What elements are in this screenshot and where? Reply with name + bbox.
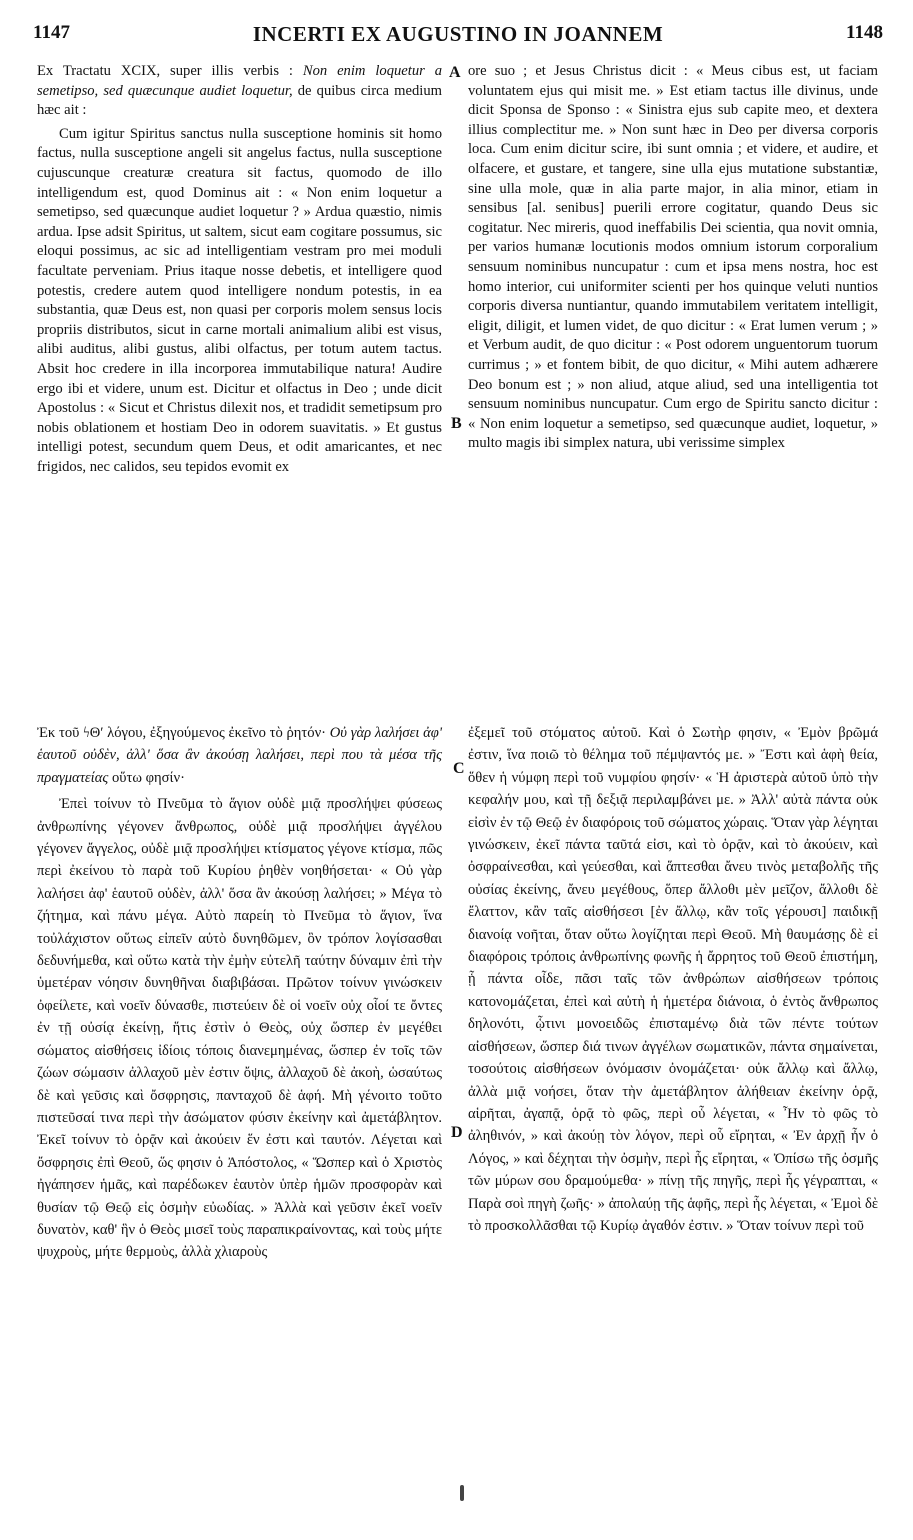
greek-column-right xyxy=(468,722,878,1237)
greek-intro-tail: οὕτω φησίν· xyxy=(108,769,185,786)
margin-marker-b: B xyxy=(451,415,462,432)
margin-marker-c: C xyxy=(453,760,465,777)
greek-paragraph-left: Ἐπεὶ τοίνυν τὸ Πνεῦμα τὸ ἅγιον οὐδὲ μιᾷ προσλήψει φύσεως ἀνθρωπίνης γέγονεν ἄνθρωπος, οὐδὲ μιᾷ προσλήψει ἀγγέλου γέγονεν ἄγγελος, οὐδὲ μιᾷ προσλήψει κτίσματος γέγονε κτίσμα, πῶς περὶ ἐκείνου τὸ παρὰ τοῦ Κυρίου ῥηθὲν νοηθήσεται· « Οὐ γὰρ λαλήσει ἀφ' ἑαυτοῦ οὐδὲν, ἀλλ' ὅσα ἂν ἀκούσῃ λαλήσει; » Μέγα τὸ ζήτημα, καὶ πάνυ μέγα. Αὐτὸ παρείη τὸ Πνεῦμα τὸ ἅγιον, ἵνα τοὐλάχιστον οὕτως εἰπεῖν αὐτὸ δυνηθῶμεν, ὃν τρόπον λογίσασθαι δεδυνήμεθα, καὶ οὕτω κατὰ τὴν ἐμὴν εὐτελῆ ταύτην δύναμιν ἐπὶ τὴν ὑμετέραν νόησιν δυνηθῆναι διαβιβάσαι. Πρῶτον τοίνυν γινώσκειν ὀφείλετε, καὶ νοεῖν δύνασθε, πιστεύειν δὲ οἱ νοεῖν οὐχ οἷοί τε ὄντες ἐν τῇ οὐσίᾳ ἐκείνῃ, ἥτις ἐστὶν ὁ Θεὸς, οὐχ ὥσπερ ἐν μεγέθει σώματος αἰσθήσεις ἰδίοις τόποις διανεμημένας, ὥσπερ ἐν τοῖς τῶν ζώων σώμασιν ἀλλαχοῦ μὲν ἐστιν ὄψις, ἀλλαχοῦ δὲ ἀκοὴ, ὡσαύτως δὲ καὶ γεῦσις καὶ ὄσφρησις, πανταχοῦ δὲ ἁφή. Μὴ γένοιτο τοῦτο πιστεῦσαί τινα περὶ τὴν ἀσώματον φύσιν ἐκείνην καὶ ἀμετάβλητον. Ἐκεῖ τοίνυν τὸ ὁρᾷν καὶ ἀκούειν ἕν ἐστι καὶ ταυτόν. Λέγεται καὶ ὄσφρησις ἐπὶ Θεοῦ, ὥς φησιν ὁ Ἀπόστολος, « Ὥσπερ καὶ ὁ Χριστὸς ἠγάπησεν ἡμᾶς, καὶ παρέδωκεν ἑαυτὸν ὑπὲρ ἡμῶν προσφορὰν καὶ θυσίαν τῷ Θεῷ εἰς ὀσμὴν εὐωδίας. » Ἀλλὰ καὶ γεῦσιν ἐκεῖ νοεῖν δυνατὸν, καθ' ἣν ὁ Θεὸς μισεῖ τοὺς παραπικραίνοντας, καὶ τοὺς μήτε ψυχροὺς, μήτε θερμοὺς, ἀλλὰ χλιαροὺς xyxy=(37,796,442,1261)
latin-paragraph-right: ore suo ; et Jesus Christus dicit : « Meus cibus est, ut faciam voluntatem ejus qui misit me. » Est etiam tactus ille divinus, unde dicit Sponsa de Sponso : « Sinistra ejus sub capite meo, et dextera illius complectitur me. » Non sunt hæc in Deo per diversa corporis loca. Cum enim dicitur scire, ibi sunt omnia ; et videre, et audire, et olfacere, et gustare, et tangere, sine ulla ejus mutatione substantiæ, sine ulla mole, quæ in alia parte major, in alia minor, etiam in sensibus [al. senibus] puerili errore cogitatur, quando Deus sic cogitatur. Nec mireris, quod ineffabilis Dei scientia, qua novit omnia, per varios humanæ locutionis modos omnium istorum corporalium sensuum nominibus nuncupatur : cum et ipsa mens nostra, hoc est homo interior, cui uniformiter scienti per hos quinque veluti nuntios corporis diversa nuntiantur, quando immutabilem veritatem intelligit, eligit, diligit, et lumen videt, de quo dicitur : « Erat lumen verum ; » et Verbum audit, de quo dicitur : « Post odorem unguentorum tuorum currimus ; » et fontem bibit, de quo dicitur, « Mihi autem adhærere Deo bonum est ; » non aliud, atque aliud, sed una intelligentia tot sensuum nominibus nuncupatur. Cum ergo de Spiritu sancto dicitur : « Non enim loquetur a semetipso, sed quæcunque audiet, loquetur, » multo magis ibi simplex natura, ubi verissime simplex xyxy=(468,63,878,452)
greek-intro-lead: Ἐκ τοῦ ϟΘʹ λόγου, ἐξηγούμενος ἐκεῖνο τὸ ῥητόν· xyxy=(37,725,330,741)
margin-marker-a: A xyxy=(449,64,461,81)
greek-intro xyxy=(37,722,442,789)
running-title: INCERTI EX AUGUSTINO IN JOANNEM xyxy=(252,22,664,46)
margin-marker-d: D xyxy=(451,1124,463,1141)
greek-paragraph-right: ἐξεμεῖ τοῦ στόματος αὐτοῦ. Καὶ ὁ Σωτὴρ φησιν, « Ἐμὸν βρῶμά ἐστιν, ἵνα ποιῶ τὸ θέλημα τοῦ πέμψαντός με. » Ἔστι καὶ ἁφὴ θεία, ὅθεν ἡ νύμφη περὶ τοῦ νυμφίου φησίν· « Ἡ ἀριστερὰ αὐτοῦ ὑπὸ τὴν κεφαλήν μου, καὶ τῇ δεξιᾷ περιλαμβάνει με. » Ἀλλ' αὐτὰ πάντα οὐκ εἰσὶν ἐν τῷ Θεῷ ἐν διαφόροις τοῦ σώματος χώραις. Ὅταν γὰρ λέγηται γινώσκειν, ἐκεῖ πάντα ταῦτά εἰσι, καὶ τὸ ὁρᾷν, καὶ τὸ ἀκούειν, καὶ ὀσφραίνεσθαι, καὶ γεύεσθαι, καὶ ἅπτεσθαι ἄνευ τινὸς μεταβολῆς τῆς οὐσίας ἐκείνης, ἄνευ μεγέθους, ὅπερ ἄλλοθι μὲν μεῖζον, ἄλλοθι δὲ ἔλαττον, κἂν ταῖς αἰσθήσεσι [ἐν ἄλλῳ, κἂν τοῖς γέρουσι] παιδικῇ διανοίᾳ νοῆται, ὅταν οὕτω λογίζηται περὶ Θεοῦ. Μὴ θαυμάσῃς δὲ εἰ διαφόροις τρόποις ἀνθρωπίνης φωνῆς ἡ ἄρρητος τοῦ Θεοῦ ἐπιστήμη, ᾗ πάντα οἶδε, πᾶσι ταῖς τῶν ἀνθρώπων αἰσθήσεων τρόποις κατονομάζεται, ἐπεὶ καὶ αὐτὴ ἡ ἡμετέρα διάνοια, ὁ ἐντὸς ἄνθρωπος δηλονότι, ᾧτινι μονοειδῶς ἐπισταμένῳ διὰ τῶν πέντε τούτων αἰσθήσεων, ὥσπερ διά τινων ἀγγέλων σωματικῶν, πάντα σημαίνεται, τοσούτοις αἰσθήσεων ὀνόμασιν ὀνομάζεται· οὐκ ἄλλῳ καὶ ἄλλῳ, ἀλλὰ μιᾷ νοήσει, ὅταν τὴν ἀμετάβλητον ἀλήθειαν ἐκείνην ὁρᾷ, αἱρῆται, ἀγαπᾷ, ὁρᾷ τὸ φῶς, περὶ οὗ λέγεται, « Ἦν τὸ φῶς τὸ ἀληθινόν, » καὶ ἀκούῃ τὸν λόγον, περὶ οὗ εἴρηται, « Ἐν ἀρχῇ ἦν ὁ Λόγος, » καὶ δέχηται τὴν ὀσμὴν, περὶ ἧς εἴρηται, « Ὀπίσω τῆς ὀσμῆς τῶν μύρων σου δραμούμεθα· » πίνῃ τῆς πηγῆς, περὶ ἧς γέγραπται, « Παρὰ σοὶ πηγὴ ζωῆς· » ἀπολαύῃ τῆς ἁφῆς, περὶ ἧς λέγεται, « Ἐμοὶ δὲ τὸ προσκολλᾶσθαι τῷ Κυρίῳ ἀγαθόν ἐστιν. » Ὅταν τοίνυν περὶ τοῦ xyxy=(468,725,878,1234)
greek-column-left xyxy=(37,722,442,1264)
page-header xyxy=(33,12,883,44)
latin-intro-quote: Non enim loquetur a semetipso, sed quæcunque audiet loquetur, xyxy=(37,63,442,99)
page-number-right: 1148 xyxy=(846,22,883,43)
greek-intro-quote: Οὐ γὰρ λαλήσει ἀφ' ἑαυτοῦ οὐδὲν, ἀλλ' ὅσα ἂν ἀκούσῃ λαλήσει, περὶ που τὰ μέσα τῆς πραγματείας xyxy=(37,725,442,786)
latin-column-left xyxy=(37,62,442,477)
page-number-left: 1147 xyxy=(33,22,70,43)
column-divider-mark xyxy=(460,1485,464,1501)
latin-paragraph-left: Cum igitur Spiritus sanctus nulla susceptione hominis sit homo factus, nulla susceptione angeli sit angelus factus, nulla susceptione cujuscunque creaturæ creatura sit factus, quomodo de illo intelligendum est, quod Dominus ait : « Non enim loquetur a semetipso, sed quæcunque audiet loquetur ? » Ardua quæstio, nimis ardua. Ipse adsit Spiritus, ut saltem, sicut eam cogitare possumus, sic eloqui possimus, ac sic ad intelligentiam vestram pro mei moduli facultate perveniam. Prius itaque nosse debetis, et intelligere quod potestis, credere autem quod intelligere nondum potestis, in ea substantia, quæ Deus est, non quasi per corporis molem sensus locis propriis distributos, sicut in carne mortali animalium alibi est visus, alibi auditus, alibi gustus, alibi olfactus, per totum autem tactus. Absit hoc credere in illa incorporea immutabilique natura! Audire ergo ibi et videre, unum est. Dicitur et olfactus in Deo ; unde dicit Apostolus : « Sicut et Christus dilexit nos, et tradidit semetipsum pro nobis oblationem et hostiam Deo in odorem suavitatis. » Et gustus intelligi potest, secundum quem Deus, et odit amaricantes, et nec frigidos, nec calidos, seu tepidos evomit ex xyxy=(37,125,442,475)
latin-intro xyxy=(37,62,442,121)
latin-intro-tail: de quibus circa medium hæc ait : xyxy=(37,82,442,119)
latin-column-right xyxy=(468,62,878,454)
latin-intro-lead: Ex Tractatu XCIX, super illis verbis : xyxy=(37,63,303,79)
